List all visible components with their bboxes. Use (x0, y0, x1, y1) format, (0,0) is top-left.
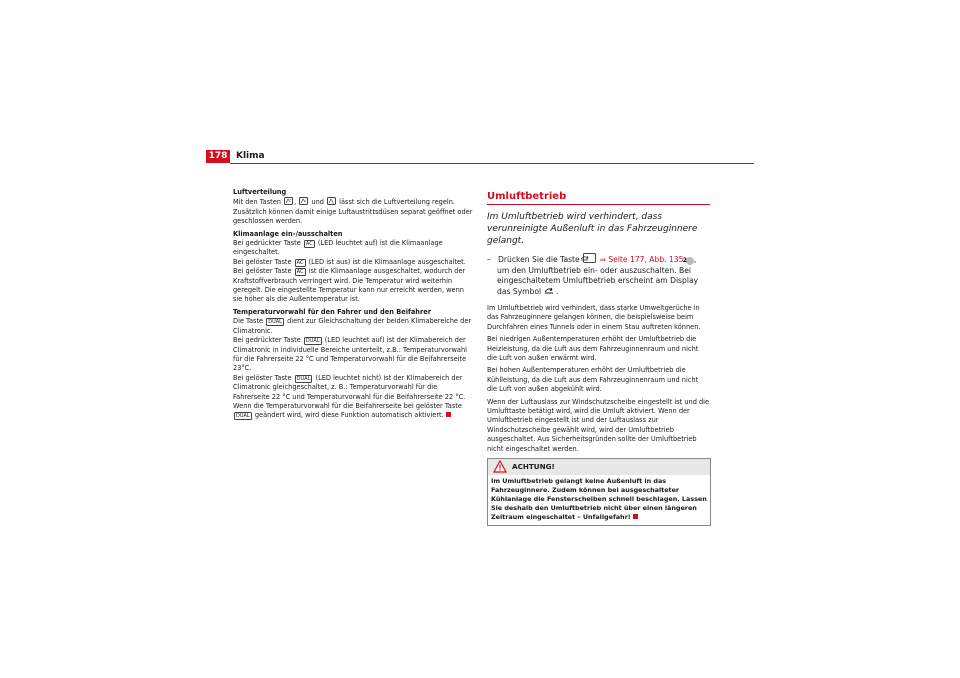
page-reference-link[interactable]: ⇒ Seite 177, Abb. 135 (599, 255, 684, 264)
page-number: 178 (206, 150, 230, 163)
text: Bei gedrückter Taste (233, 239, 301, 248)
right-column (487, 190, 710, 526)
dual-key: DUAL (268, 319, 282, 326)
ac-key: AC (296, 269, 304, 276)
ac-key: AC (305, 241, 313, 248)
callout-number: 2 (686, 257, 694, 265)
text: Bei gelöster Taste (233, 257, 292, 266)
text: Mit den Tasten (233, 198, 281, 207)
lead-text: Im Umluftbetrieb wird verhindert, dass verunreinigte Außenluft in das Fahrzeuginnere gelangt. (487, 212, 698, 246)
text: (LED leuchtet nicht) ist der Klimabereich der Climatronic gleichgeschaltet, z. B.: Temperaturvorwahl für die Fahrerseite 22 °C und Temperaturvorwahl für die Beifahrerseite 22 °C. (233, 373, 466, 401)
recirculation-key-icon (583, 253, 596, 263)
air-down-key-icon (327, 197, 336, 205)
paragraph: Wenn der Luftauslass zur Windschutzscheibe eingestellt ist und die Umlufttaste betätigt wird, wird die Umluft aktiviert. Wenn der Umluftbetrieb eingestellt ist und der Luftauslass zur Windschutzscheibe gewählt wird, wird der Umluftbetrieb ausgeschaltet. Aus Sicherheitsgründen sollte der Umluftbetrieb nicht eingeschaltet werden. (487, 397, 710, 453)
warning-body (488, 475, 710, 525)
text: Drücken Sie die Taste (498, 255, 580, 264)
text: (LED leuchtet auf) ist der Klimabereich der Climatronic in individuelle Bereiche unterteilt, z.B.: Temperaturvorwahl für die Fahrerseite 22 °C und Temperaturvorwahl für die Beifahrerseite 23°C. (233, 336, 467, 373)
text: Wenn die Temperaturvorwahl für die Beifahrerseite bei gelöster Taste (233, 401, 462, 410)
luftverteilung-heading: Luftverteilung (233, 188, 287, 196)
text: ist die Klimaanlage ausgeschaltet, wodurch der Kraftstoffverbrauch verringert wird. Die Temperatur wird weiterhin geregelt. Die eingestellte Temperatur kann nur erreicht werden, wenn sie höher als die Außentemperatur ist. (233, 267, 466, 304)
text: Die Taste (233, 317, 264, 326)
text: , (294, 198, 297, 207)
text: und (311, 198, 324, 207)
dual-key: DUAL (305, 338, 320, 345)
klimaanlage-heading: Klimaanlage ein-/ausschalten (233, 229, 343, 238)
text: lässt sich die Luftverteilung regeln. Zusätzlich können damit einige Luftaustrittsdüsen separat geöffnet oder geschlossen werden. (233, 198, 473, 226)
section-title: Klima (236, 151, 265, 161)
umluftbetrieb-title: Umluftbetrieb (487, 191, 567, 202)
text: Bei gedrückter Taste (233, 336, 301, 345)
paragraph: Bei hohen Außentemperaturen erhöht der Umluftbetrieb die Kühlleistung, da die Luft aus dem Fahrzeuginnenraum und nicht die Luft von außen abgekühlt wird. (487, 366, 699, 394)
warning-title: ACHTUNG! (512, 462, 555, 472)
air-middle-key-icon (299, 197, 308, 205)
left-column (233, 188, 473, 424)
air-up-key-icon (284, 197, 293, 205)
recirculation-symbol-icon (544, 286, 559, 296)
warning-box (487, 458, 711, 526)
paragraph: Im Umluftbetrieb wird verhindert, dass starke Umweltgerüche in das Fahrzeuginnere gelangen können, die beispielsweise beim Durchfahren eines Tunnels oder in einem Stau auftreten können. (487, 304, 701, 331)
dual-key: DUAL (236, 413, 250, 420)
text: Im Umluftbetrieb gelangt keine Außenluft in das Fahrzeuginnere. Zudem können bei ausgeschalteter Kühlanlage die Fensterscheiben schnell beschlagen. Lassen Sie deshalb den Umluftbetrieb nicht über einen längeren Zeitraum eingeschaltet – Unfallgefahr! (491, 477, 707, 522)
warning-triangle-icon (493, 460, 507, 476)
end-mark-icon (633, 514, 638, 519)
warning-header (488, 459, 710, 475)
instruction-step (487, 253, 710, 297)
paragraph: Bei niedrigen Außentemperaturen erhöht der Umluftbetrieb die Heizleistung, da die Luft aus dem Fahrzeuginnenraum und nicht die Luft von außen erwärmt wird. (487, 335, 699, 363)
text: , um den Umluftbetrieb ein- oder auszuschalten. Bei eingeschaltetem Umluftbetrieb erscheint am Display das Symbol (497, 255, 699, 296)
text: Bei gelöster Taste (233, 267, 292, 276)
text: (LED leuchtet auf) ist die Klimaanlage eingeschaltet. (233, 239, 443, 257)
ac-key: AC (296, 259, 304, 266)
step-dash: – (487, 255, 491, 264)
title-rule (487, 204, 710, 205)
temperatur-heading: Temperaturvorwahl für den Fahrer und den Beifahrer (233, 307, 431, 316)
text: dient zur Gleichschaltung der beiden Klimabereiche der Climatronic. (233, 317, 472, 335)
text: geändert wird, wird diese Funktion automatisch aktiviert. (254, 411, 444, 420)
text: (LED ist aus) ist die Klimaanlage ausgeschaltet. (308, 257, 466, 266)
end-mark-icon (446, 412, 451, 417)
text: . (555, 286, 559, 296)
header-rule (230, 163, 754, 164)
text: Bei gelöster Taste (233, 373, 292, 382)
dual-key: DUAL (296, 375, 311, 382)
